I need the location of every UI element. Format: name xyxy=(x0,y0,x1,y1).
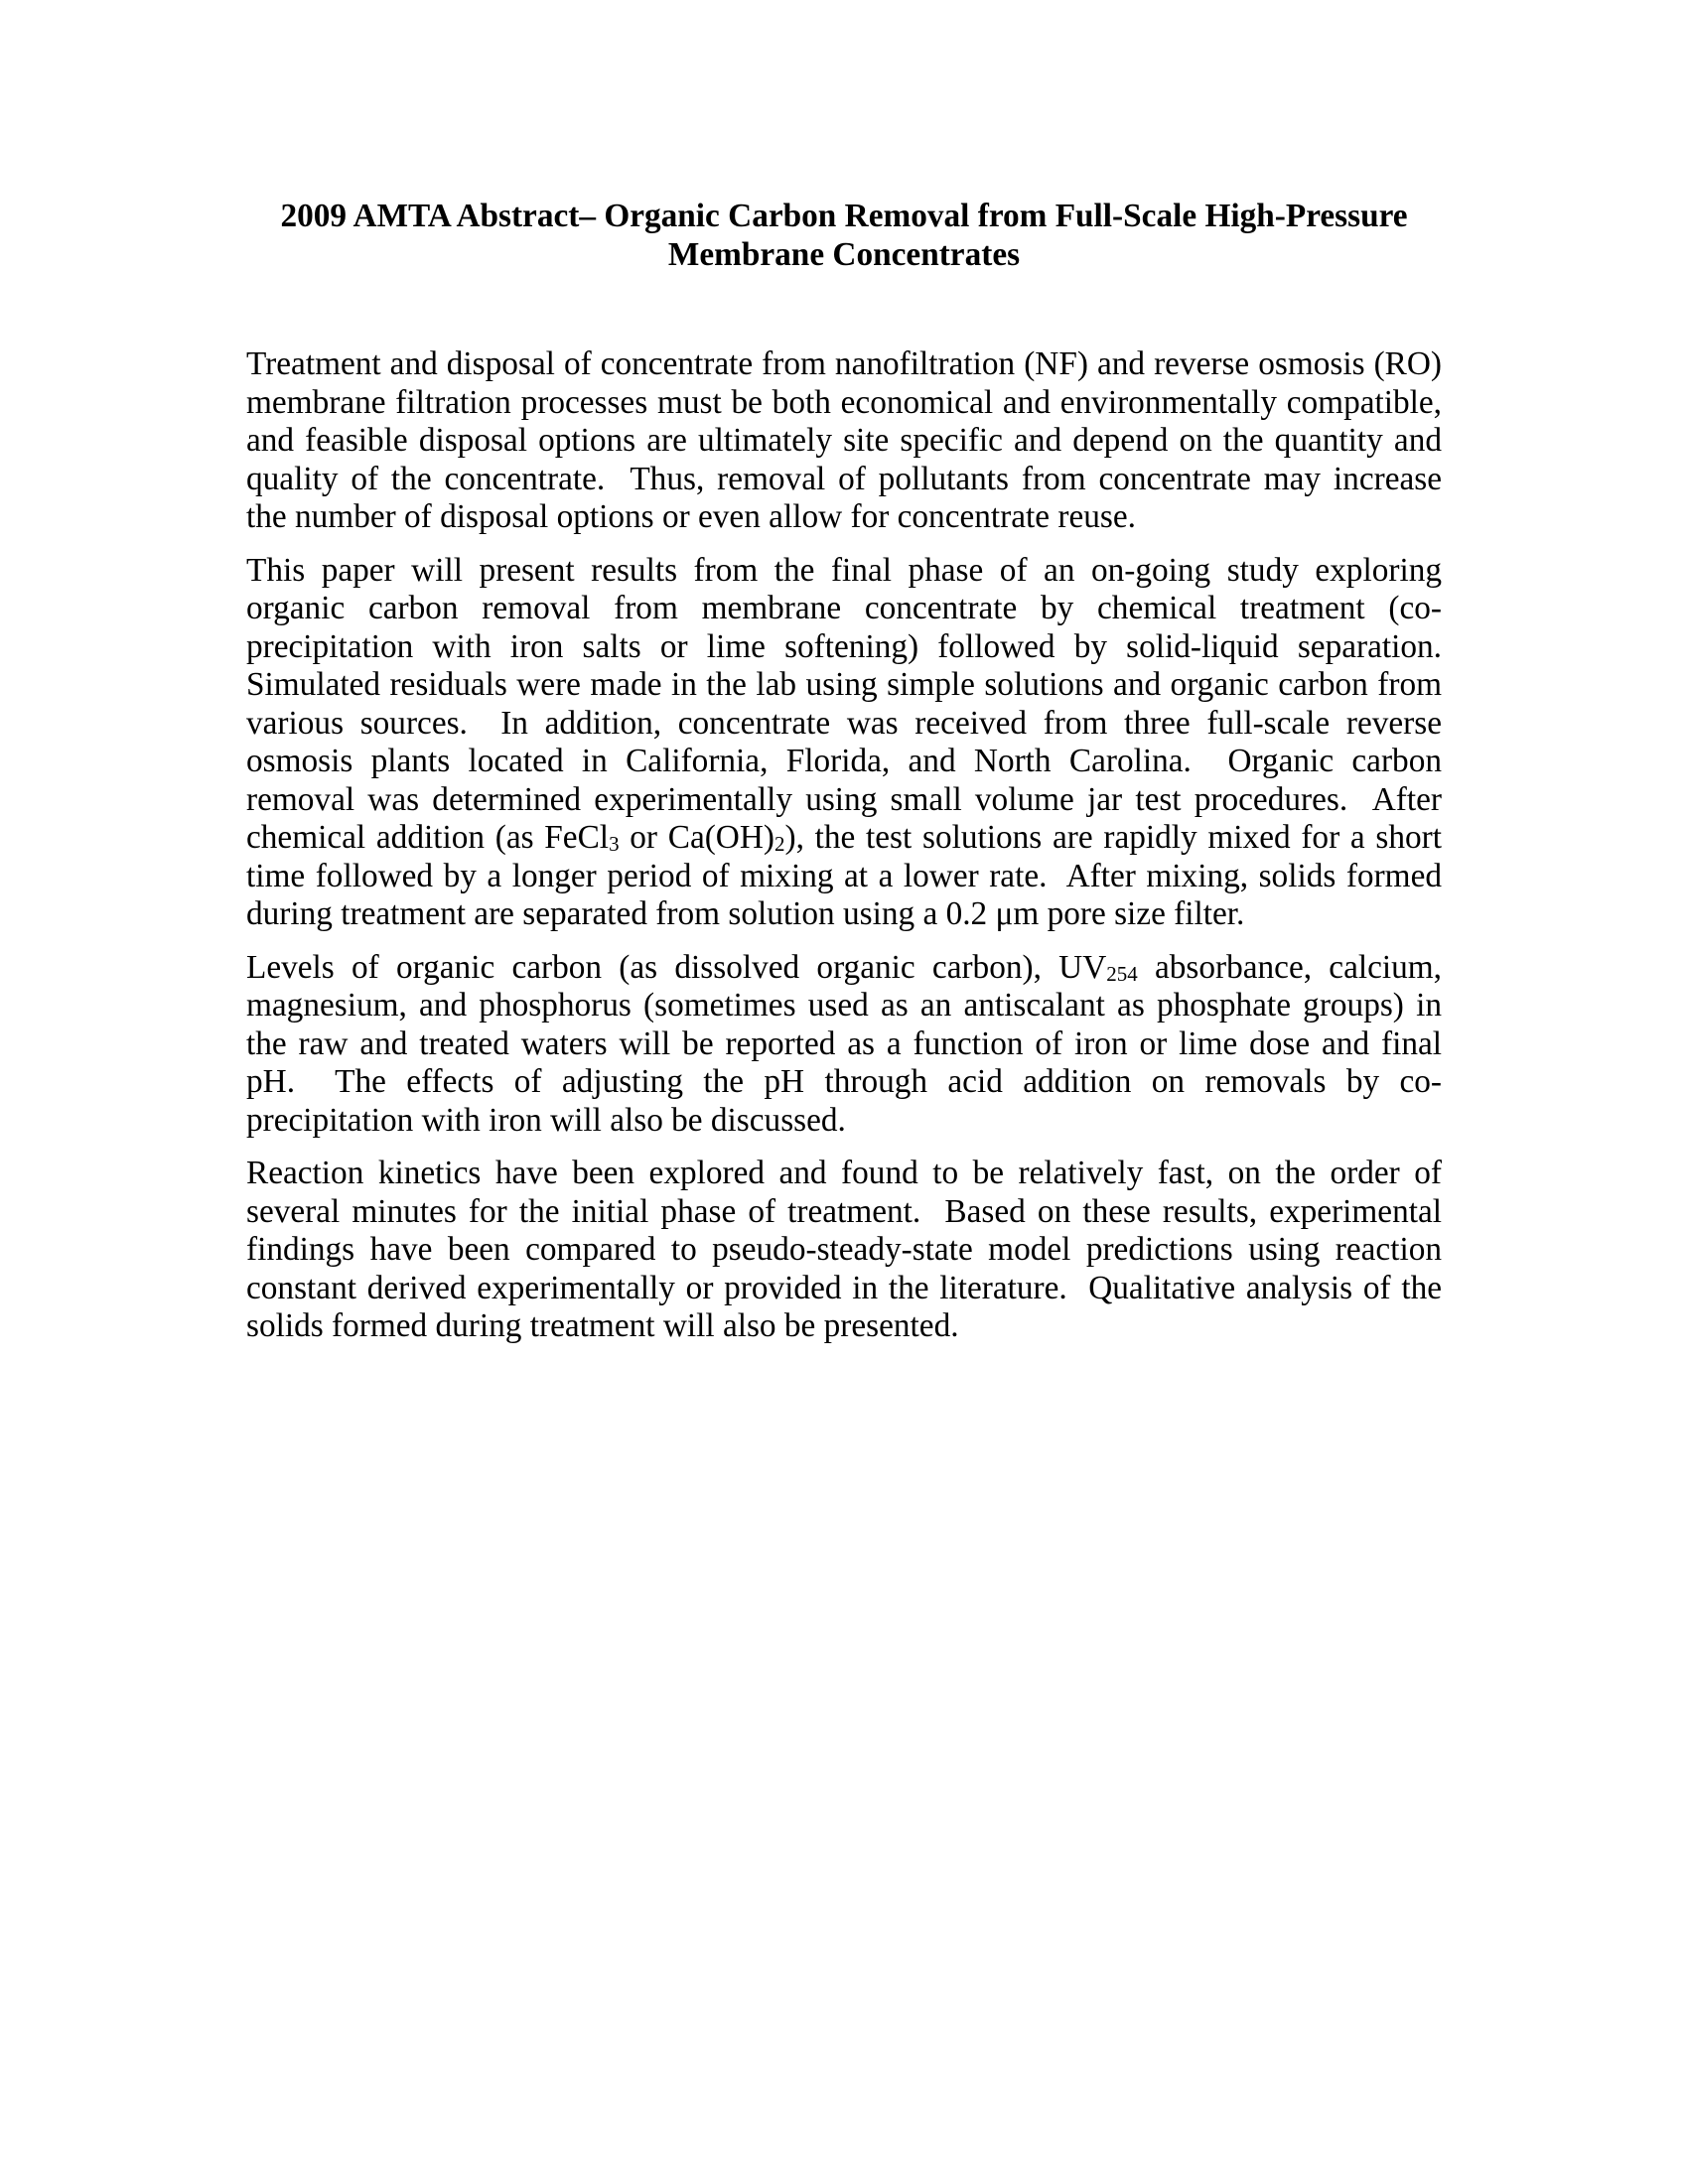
text-line xyxy=(246,1307,1442,1346)
paragraph xyxy=(246,1155,1442,1346)
title-line: 2009 AMTA Abstract– Organic Carbon Removal from Full-Scale High-Pressure xyxy=(280,198,1408,234)
abstract-body xyxy=(246,345,1442,1346)
text-segment: solids formed during treatment will also be presented. xyxy=(246,1307,959,1344)
text-line xyxy=(246,498,1442,537)
text-segment: Levels of organic carbon (as dissolved organic carbon), UV xyxy=(246,948,1107,986)
text-segment: quality of the concentrate. Thus, removal of pollutants from concentrate may increase xyxy=(246,460,1442,497)
text-segment: the raw and treated waters will be reported as a function of iron or lime dose and final xyxy=(246,1024,1442,1062)
subscript-text: 3 xyxy=(609,831,620,856)
text-line xyxy=(246,705,1442,744)
text-line xyxy=(246,1193,1442,1232)
text-segment: organic carbon removal from membrane concentrate by chemical treatment (co- xyxy=(246,590,1442,626)
title-line: Membrane Concentrates xyxy=(667,235,1021,273)
text-segment: the number of disposal options or even allow for concentrate reuse. xyxy=(246,498,1136,535)
text-segment: and feasible disposal options are ultimately site specific and depend on the quantity and xyxy=(246,422,1442,459)
text-line xyxy=(246,1102,1442,1141)
text-segment: precipitation with iron will also be discussed. xyxy=(246,1101,846,1139)
text-line xyxy=(246,590,1442,628)
text-line xyxy=(246,1155,1442,1193)
text-line xyxy=(246,666,1442,705)
text-line xyxy=(246,949,1442,988)
text-segment: precipitation with iron salts or lime softening) followed by solid-liquid separation. xyxy=(246,627,1442,665)
text-line xyxy=(246,1231,1442,1270)
text-line xyxy=(246,895,1442,934)
text-segment: findings have been compared to pseudo-steady-state model predictions using reaction xyxy=(246,1231,1442,1268)
text-line xyxy=(246,781,1442,820)
text-segment: during treatment are separated from solution using a 0.2 μm pore size filter. xyxy=(246,895,1245,932)
subscript-text: 254 xyxy=(1106,961,1138,986)
text-segment: Treatment and disposal of concentrate from nanofiltration (NF) and reverse osmosis (RO) xyxy=(246,345,1442,382)
text-line xyxy=(246,743,1442,781)
subscript-text: 2 xyxy=(774,831,785,856)
text-segment: chemical addition (as FeCl xyxy=(246,819,610,856)
text-segment: Reaction kinetics have been explored and found to be relatively fast, on the order of xyxy=(246,1155,1442,1191)
text-line xyxy=(246,1025,1442,1064)
text-line xyxy=(246,422,1442,461)
text-line xyxy=(246,1270,1442,1308)
text-line xyxy=(246,819,1442,858)
text-line xyxy=(246,345,1442,384)
paragraph xyxy=(246,552,1442,934)
text-segment: membrane filtration processes must be both economical and environmentally compatible, xyxy=(246,383,1442,421)
text-line xyxy=(246,461,1442,499)
text-segment: removal was determined experimentally using small volume jar test procedures. After xyxy=(246,780,1442,818)
text-segment: magnesium, and phosphorus (sometimes used as an antiscalant as phosphate groups) in xyxy=(246,987,1442,1024)
text-segment: several minutes for the initial phase of treatment. Based on these results, experimental xyxy=(246,1192,1442,1230)
text-line xyxy=(246,552,1442,591)
text-line xyxy=(246,858,1442,896)
text-line xyxy=(246,987,1442,1025)
text-segment: or Ca(OH) xyxy=(619,819,774,856)
text-line xyxy=(246,384,1442,423)
text-segment: osmosis plants located in California, Florida, and North Carolina. Organic carbon xyxy=(246,743,1442,779)
text-segment: This paper will present results from the final phase of an on-going study exploring xyxy=(246,551,1442,589)
text-segment: constant derived experimentally or provided in the literature. Qualitative analysis of the xyxy=(246,1269,1442,1306)
document-title xyxy=(246,198,1442,274)
text-line xyxy=(246,1063,1442,1102)
text-line xyxy=(246,628,1442,667)
text-segment: Simulated residuals were made in the lab using simple solutions and organic carbon from xyxy=(246,666,1442,703)
paragraph xyxy=(246,345,1442,537)
text-segment: ), the test solutions are rapidly mixed for a short xyxy=(784,819,1442,856)
document-content xyxy=(246,198,1442,1361)
text-segment: time followed by a longer period of mixing at a lower rate. After mixing, solids formed xyxy=(246,857,1442,894)
text-segment: absorbance, calcium, xyxy=(1137,948,1443,986)
paragraph xyxy=(246,949,1442,1141)
text-segment: pH. The effects of adjusting the pH through acid addition on removals by co- xyxy=(246,1063,1442,1100)
text-segment: various sources. In addition, concentrate was received from three full-scale reverse xyxy=(246,704,1442,742)
